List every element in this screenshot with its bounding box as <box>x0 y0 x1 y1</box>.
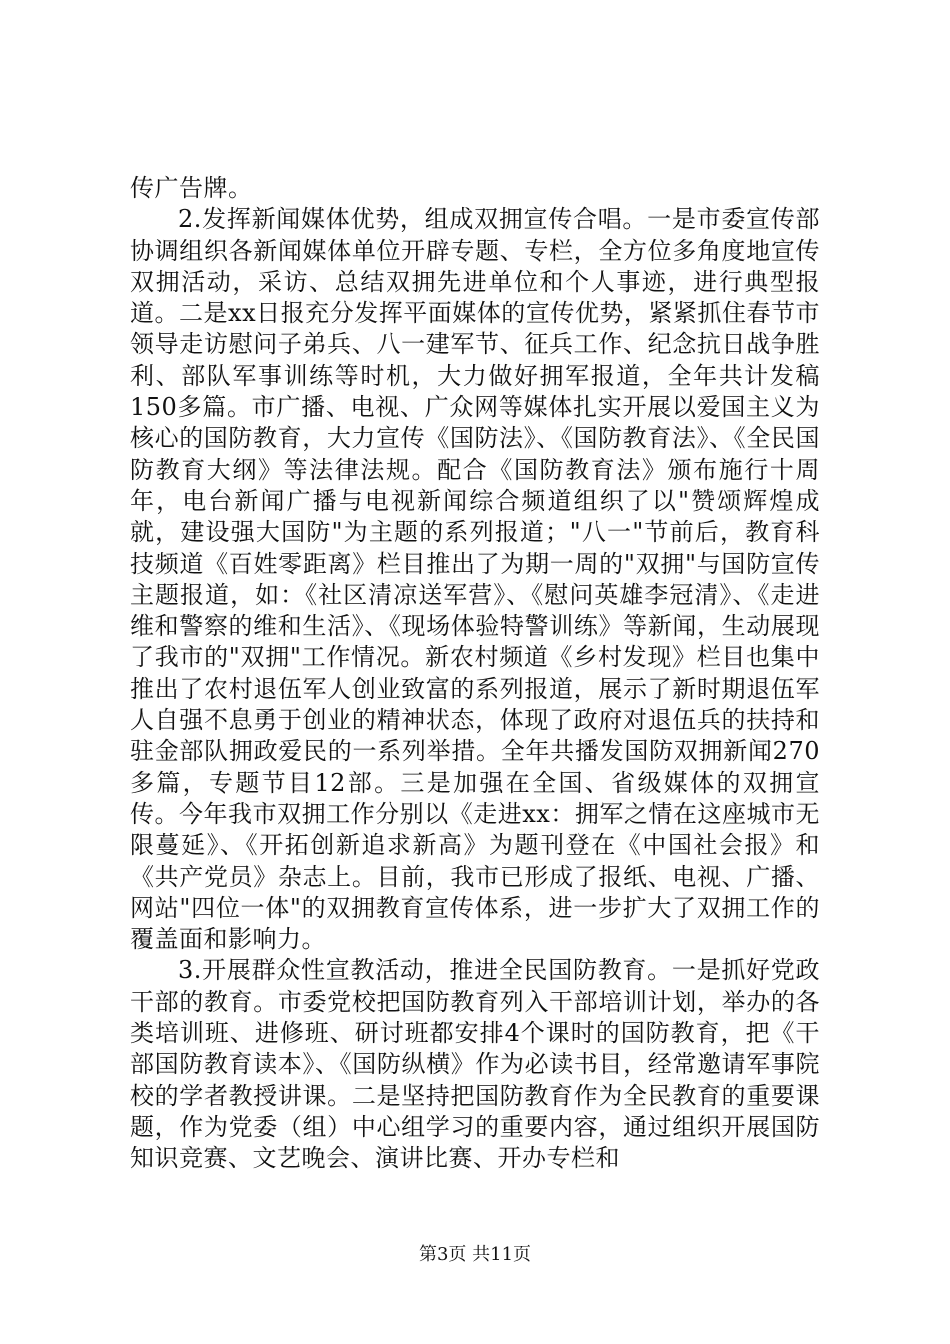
body-text <box>130 173 820 1175</box>
paragraph-continuation: 传广告牌。 <box>130 174 253 202</box>
paragraph-mass-education: 3.开展群众性宣教活动，推进全民国防教育。一是抓好党政干部的教育。市委党校把国防教育列入干部培训计划，举办的各类培训班、进修班、研讨班都安排4个课时的国防教育，把《干部国防教育读本》、《国防纵横》作为必读书目，经常邀请军事院校的学者教授讲课。二是坚持把国防教育作为全民教育的重要课题，作为党委（组）中心组学习的重要内容，通过组织开展国防知识竞赛、文艺晚会、演讲比赛、开办专栏和 <box>130 956 820 1173</box>
paragraph-media-publicity: 2.发挥新闻媒体优势，组成双拥宣传合唱。一是市委宣传部协调组织各新闻媒体单位开辟专题、专栏，全方位多角度地宣传双拥活动，采访、总结双拥先进单位和个人事迹，进行典型报道。二是xx日报充分发挥平面媒体的宣传优势，紧紧抓住春节市领导走访慰问子弟兵、八一建军节、征兵工作、纪念抗日战争胜利、部队军事训练等时机，大力做好拥军报道，全年共计发稿150多篇。市广播、电视、广众网等媒体扎实开展以爱国主义为核心的国防教育，大力宣传《国防法》、《国防教育法》、《全民国防教育大纲》等法律法规。配合《国防教育法》颁布施行十周年，电台新闻广播与电视新闻综合频道组织了以"赞颂辉煌成就，建设强大国防"为主题的系列报道；"八一"节前后，教育科技频道《百姓零距离》栏目推出了为期一周的"双拥"与国防宣传主题报道，如：《社区清凉送军营》、《慰问英雄李冠清》、《走进维和警察的维和生活》、《现场体验特警训练》等新闻，生动展现了我市的"双拥"工作情况。新农村频道《乡村发现》栏目也集中推出了农村退伍军人创业致富的系列报道，展示了新时期退伍军人自强不息勇于创业的精神状态，体现了政府对退伍兵的扶持和驻金部队拥政爱民的一系列举措。全年共播发国防双拥新闻270多篇，专题节目12部。三是加强在全国、省级媒体的双拥宣传。今年我市双拥工作分别以《走进xx：拥军之情在这座城市无限蔓延》、《开拓创新追求新高》为题刊登在《中国社会报》和《共产党员》杂志上。目前，我市已形成了报纸、电视、广播、网站"四位一体"的双拥教育宣传体系，进一步扩大了双拥工作的覆盖面和影响力。 <box>130 205 820 954</box>
page-number-footer: 第3页 共11页 <box>418 1244 532 1265</box>
